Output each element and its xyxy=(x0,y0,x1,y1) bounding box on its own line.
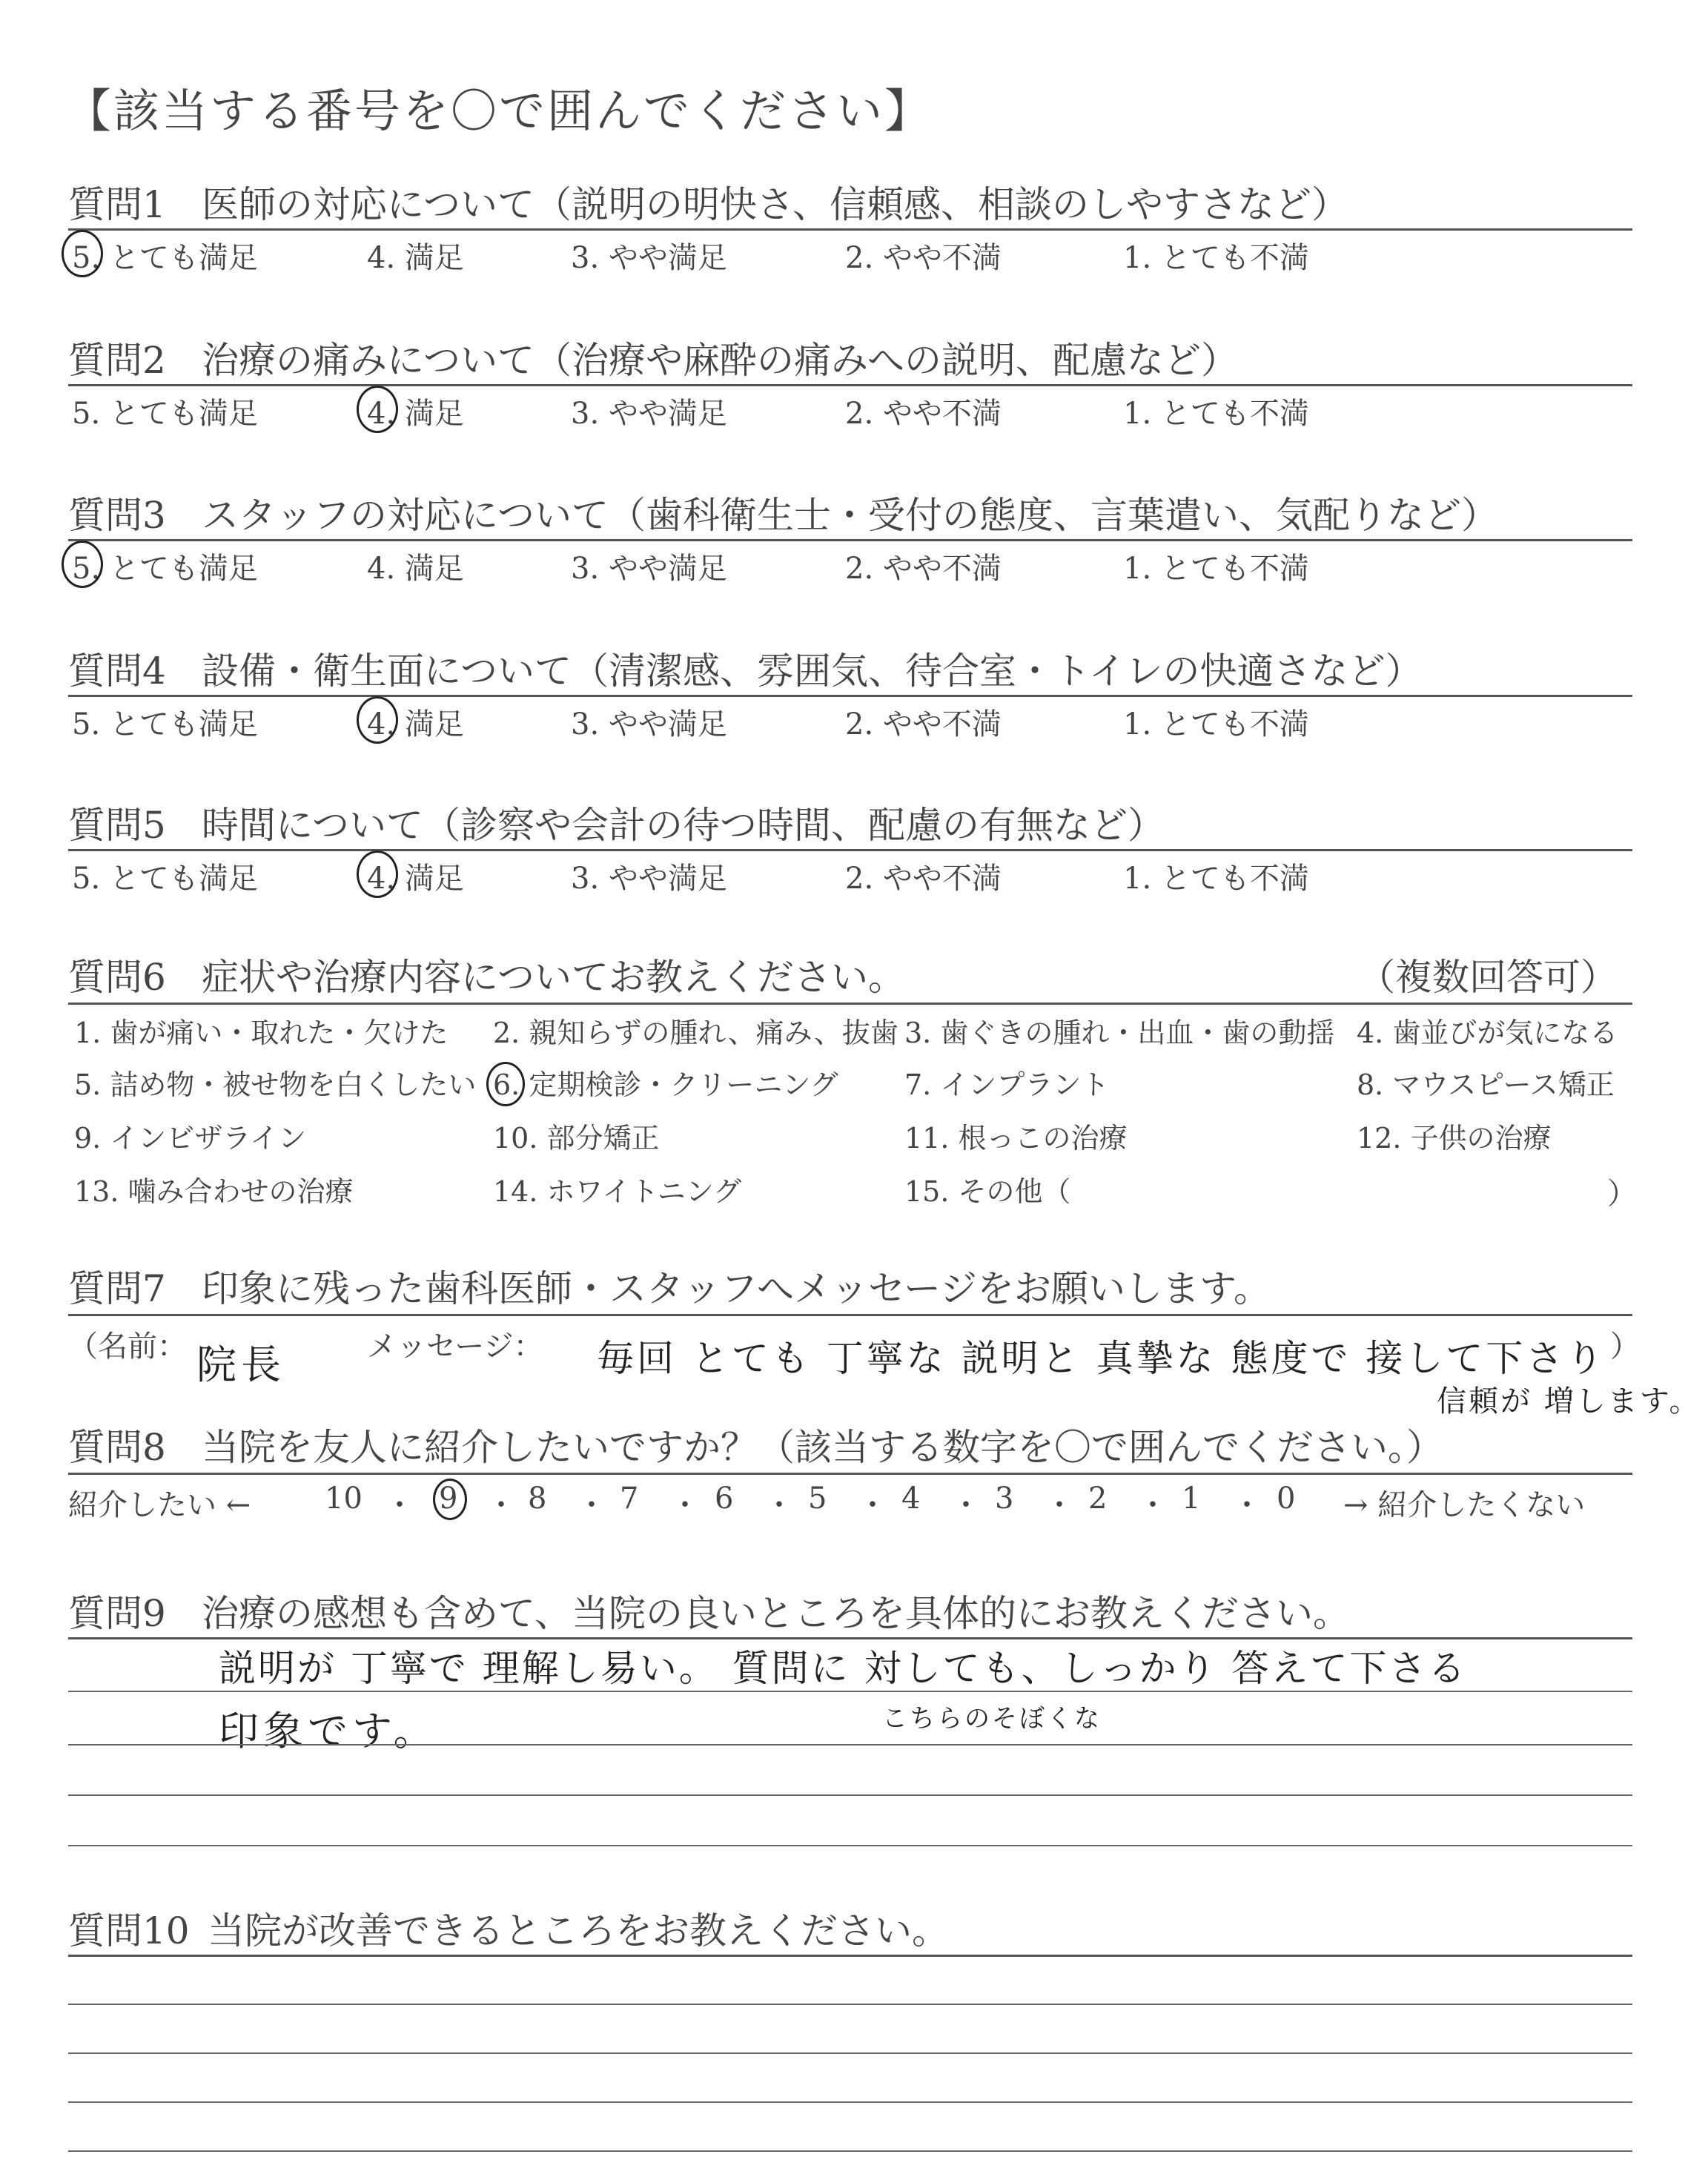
q9-rule-3 xyxy=(68,1744,1632,1745)
q8-option-3[interactable]: 3 xyxy=(995,1482,1014,1516)
q8-separator: ・ xyxy=(577,1488,606,1522)
q1-text: 医師の対応について（説明の明快さ、信頼感、相談のしやすさなど） xyxy=(202,183,1348,226)
q9-text: 治療の感想も含めて、当院の良いところを具体的にお教えください。 xyxy=(202,1592,1350,1635)
q6-selected-circle xyxy=(486,1062,525,1106)
q3-selected-circle xyxy=(62,541,103,588)
q9-answer-line2: 印象です。 xyxy=(219,1708,438,1754)
q8-option-4[interactable]: 4 xyxy=(901,1482,921,1516)
q7-message-value-2: 信頼が 増します。 xyxy=(1437,1384,1701,1418)
q6-option-3[interactable]: 3. 歯ぐきの腫れ・出血・歯の動揺 xyxy=(904,1017,1335,1049)
q3-text: スタッフの対応について（歯科衛生士・受付の態度、言葉遣い、気配りなど） xyxy=(202,494,1498,537)
q6-option-9[interactable]: 9. インビザライン xyxy=(74,1122,307,1155)
q1-selected-circle xyxy=(62,230,103,277)
q3-option-1[interactable]: 1. とても不満 xyxy=(1123,552,1309,586)
q8-label: 質問8 xyxy=(68,1426,166,1469)
q5-option-2[interactable]: 2. やや不満 xyxy=(845,862,1002,896)
q6-option-5[interactable]: 5. 詰め物・被せ物を白くしたい xyxy=(74,1069,477,1101)
q10-rule-3 xyxy=(68,2052,1632,2054)
q8-option-7[interactable]: 7 xyxy=(620,1482,639,1516)
q10-rule-1 xyxy=(68,1955,1632,1957)
q8-right-label: → 紹介したくない xyxy=(1343,1488,1586,1522)
q7-name-value: 院長 xyxy=(196,1341,285,1388)
q9-rule-4 xyxy=(68,1794,1632,1796)
q8-rule xyxy=(68,1473,1632,1475)
q2-option-3[interactable]: 3. やや満足 xyxy=(571,397,727,431)
q6-option-8[interactable]: 8. マウスピース矯正 xyxy=(1357,1069,1615,1101)
q2-rule xyxy=(68,384,1632,386)
q10-text: 当院が改善できるところをお教えください。 xyxy=(208,1909,949,1952)
q10-rule-5 xyxy=(68,2150,1632,2152)
q7-message-close: ） xyxy=(1610,1330,1640,1364)
q9-rule-5 xyxy=(68,1845,1632,1846)
q8-selected-circle xyxy=(433,1479,467,1520)
q5-text: 時間について（診察や会計の待つ時間、配慮の有無など） xyxy=(202,804,1165,847)
q10-label: 質問10 xyxy=(68,1909,190,1952)
q7-label: 質問7 xyxy=(68,1267,166,1310)
q6-option-1[interactable]: 1. 歯が痛い・取れた・欠けた xyxy=(74,1017,448,1049)
q8-separator: ・ xyxy=(951,1488,981,1522)
q8-separator: ・ xyxy=(1232,1488,1262,1522)
q7-message-label: メッセージ： xyxy=(367,1330,543,1364)
q3-option-2[interactable]: 2. やや不満 xyxy=(845,552,1002,586)
q1-option-4[interactable]: 4. 満足 xyxy=(367,241,464,275)
q9-rule-2 xyxy=(68,1691,1632,1692)
q2-label: 質問2 xyxy=(68,339,166,382)
q6-rule xyxy=(68,1003,1632,1005)
q7-message-value: 毎回 とても 丁寧な 説明と 真摯な 態度で 接して下さり xyxy=(597,1337,1606,1380)
q8-option-6[interactable]: 6 xyxy=(715,1482,734,1516)
form-header: 【該当する番号を〇で囲んでください】 xyxy=(65,84,933,138)
q9-label: 質問9 xyxy=(68,1592,166,1635)
q4-option-2[interactable]: 2. やや不満 xyxy=(845,707,1002,742)
q2-option-5[interactable]: 5. とても満足 xyxy=(72,397,258,431)
q5-option-3[interactable]: 3. やや満足 xyxy=(571,862,727,896)
q5-option-4[interactable]: 4. 満足 xyxy=(367,862,464,896)
q3-label: 質問3 xyxy=(68,494,166,537)
q1-label: 質問1 xyxy=(68,183,166,226)
q8-separator: ・ xyxy=(1138,1488,1168,1522)
q3-option-5[interactable]: 5. とても満足 xyxy=(72,552,258,586)
q2-selected-circle xyxy=(357,386,398,433)
q7-name-label: （名前： xyxy=(68,1330,187,1364)
q6-other-close: ） xyxy=(1607,1177,1637,1211)
q6-option-7[interactable]: 7. インプラント xyxy=(904,1069,1110,1101)
q8-option-0[interactable]: 0 xyxy=(1277,1482,1296,1516)
q2-text: 治療の痛みについて（治療や麻酔の痛みへの説明、配慮など） xyxy=(202,339,1238,382)
q1-option-2[interactable]: 2. やや不満 xyxy=(845,241,1002,275)
q4-option-1[interactable]: 1. とても不満 xyxy=(1123,707,1309,742)
q4-rule xyxy=(68,695,1632,697)
q5-option-5[interactable]: 5. とても満足 xyxy=(72,862,258,896)
q10-rule-4 xyxy=(68,2101,1632,2103)
q8-separator: ・ xyxy=(858,1488,887,1522)
q2-option-4[interactable]: 4. 満足 xyxy=(367,397,464,431)
q4-text: 設備・衛生面について（清潔感、雰囲気、待合室・トイレの快適さなど） xyxy=(202,650,1423,693)
q8-option-8[interactable]: 8 xyxy=(528,1482,547,1516)
q6-option-12[interactable]: 12. 子供の治療 xyxy=(1357,1122,1552,1155)
q8-separator: ・ xyxy=(764,1488,794,1522)
q4-option-5[interactable]: 5. とても満足 xyxy=(72,707,258,742)
q8-option-5[interactable]: 5 xyxy=(808,1482,827,1516)
q8-option-1[interactable]: 1 xyxy=(1182,1482,1201,1516)
q3-option-3[interactable]: 3. やや満足 xyxy=(571,552,727,586)
q6-option-14[interactable]: 14. ホワイトニング xyxy=(493,1175,742,1208)
q6-option-11[interactable]: 11. 根っこの治療 xyxy=(904,1122,1128,1155)
q8-separator: ・ xyxy=(1045,1488,1074,1522)
q8-left-label: 紹介したい ← xyxy=(68,1488,251,1522)
q1-option-1[interactable]: 1. とても不満 xyxy=(1123,241,1309,275)
q5-label: 質問5 xyxy=(68,804,166,847)
q1-rule xyxy=(68,228,1632,231)
q1-option-3[interactable]: 3. やや満足 xyxy=(571,241,727,275)
q2-option-1[interactable]: 1. とても不満 xyxy=(1123,397,1309,431)
q6-text: 症状や治療内容についてお教えください。 xyxy=(202,956,905,999)
q2-option-2[interactable]: 2. やや不満 xyxy=(845,397,1002,431)
q6-option-2[interactable]: 2. 親知らずの腫れ、痛み、抜歯 xyxy=(493,1017,898,1049)
q6-option-13[interactable]: 13. 噛み合わせの治療 xyxy=(74,1175,354,1208)
q4-selected-circle xyxy=(357,696,398,744)
q6-option-15[interactable]: 15. その他（ xyxy=(904,1175,1071,1208)
q9-answer-line1: 説明が 丁寧で 理解し易い。 質問に 対しても、しっかり 答えて下さる xyxy=(219,1647,1468,1690)
q5-option-1[interactable]: 1. とても不満 xyxy=(1123,862,1309,896)
q8-option-9[interactable]: 9 xyxy=(439,1482,458,1516)
q6-note: （複数回答可） xyxy=(1358,956,1618,999)
q7-text: 印象に残った歯科医師・スタッフへメッセージをお願いします。 xyxy=(202,1267,1271,1310)
q9-answer-insert: こちらのそぼくな xyxy=(882,1704,1102,1734)
q10-rule-2 xyxy=(68,2004,1632,2005)
q6-label: 質問6 xyxy=(68,956,166,999)
q8-separator: ・ xyxy=(385,1488,414,1522)
q8-option-10[interactable]: 10 xyxy=(325,1482,363,1516)
q5-rule xyxy=(68,849,1632,851)
q7-rule xyxy=(68,1314,1632,1316)
q8-separator: ・ xyxy=(486,1488,516,1522)
q4-label: 質問4 xyxy=(68,650,166,693)
q4-option-4[interactable]: 4. 満足 xyxy=(367,707,464,742)
q6-option-4[interactable]: 4. 歯並びが気になる xyxy=(1357,1017,1618,1049)
q8-option-2[interactable]: 2 xyxy=(1088,1482,1108,1516)
q6-option-6[interactable]: 6. 定期検診・クリーニング xyxy=(493,1069,838,1101)
q3-option-4[interactable]: 4. 満足 xyxy=(367,552,464,586)
q6-option-10[interactable]: 10. 部分矯正 xyxy=(493,1122,660,1155)
q5-selected-circle xyxy=(357,851,398,898)
q8-separator: ・ xyxy=(670,1488,700,1522)
q8-text: 当院を友人に紹介したいですか？（該当する数字を〇で囲んでください。） xyxy=(202,1426,1443,1469)
q4-option-3[interactable]: 3. やや満足 xyxy=(571,707,727,742)
q1-option-5[interactable]: 5. とても満足 xyxy=(72,241,258,275)
q3-rule xyxy=(68,539,1632,541)
